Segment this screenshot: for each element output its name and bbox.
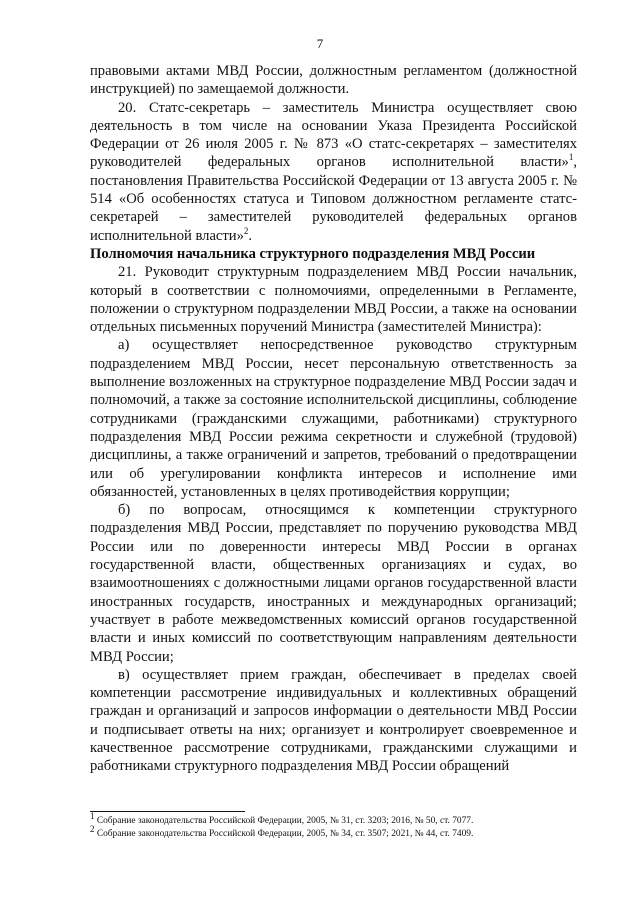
- section-heading: Полномочия начальника структурного подразделения МВД России: [90, 245, 536, 262]
- footnote-1: [90, 810, 577, 828]
- footnote-2-text: Собрание законодательства Российской Федерации, 2005, № 34, ст. 3507; 2021, № 44, ст. 7409.: [94, 829, 474, 839]
- paragraph-21-v: в) осуществляет прием граждан, обеспечивает в пределах своей компетенции рассмотрение индивидуальных и коллективных обращений граждан и организаций и запросов информации о деятельности МВД России и подписывает ответы на них; организует и контролирует своевременное и качественное рассмотрение сотрудниками, гражданскими служащими и работниками структурного подразделения МВД России обращений: [90, 666, 577, 775]
- paragraph-20-part3: .: [248, 227, 253, 244]
- footnote-2: [90, 823, 577, 841]
- page-number: 7: [316, 36, 324, 51]
- paragraph-20-part2: , постановления Правительства Российской Федерации от 13 августа 2005 г. № 514 «Об особенностях статуса и Типовом должностном регламенте статс-секретарей – заместителей руководителей федеральных органов исполнительной власти»: [90, 154, 577, 244]
- footnote-divider: [90, 811, 245, 812]
- paragraph-21-a: а) осуществляет непосредственное руководство структурным подразделением МВД России, несет персональную ответственность за выполнение возложенных на структурное подразделение МВД России задач и полномочий, а также за состояние исполнительской дисциплины, соблюдение сотрудниками (гражданскими служащими, работниками) структурного подразделения МВД России режима секретности и служебной (трудовой) дисциплины, а также ограничений и запретов, требований о предотвращении или об урегулировании конфликта интересов и исполнение ими обязанностей, установленных в целях противодействия коррупции;: [90, 337, 577, 500]
- footnote-1-mark: 1: [90, 810, 95, 821]
- paragraph-20: [90, 99, 577, 245]
- footnote-ref-1: 1: [568, 152, 574, 163]
- paragraph-continuation: правовыми актами МВД России, должностным регламентом (должностной инструкцией) по замещаемой должности.: [90, 63, 577, 98]
- paragraph-20-part1: 20. Статс-секретарь – заместитель Министра осуществляет свою деятельность в том числе на основании Указа Президента Российской Федерации от 26 июля 2005 г. № 873 «О статс-секретарях – заместителях руководителей федеральных органов исполнительной власти»: [90, 99, 577, 171]
- footnote-ref-2: 2: [243, 225, 249, 236]
- paragraph-21-b: б) по вопросам, относящимся к компетенции структурного подразделения МВД России, представляет по поручению руководства МВД России или по доверенности интересы МВД России в органах государственной власти, общественных организациях и судах, во взаимоотношениях с должностными лицами органов государственной власти иностранных государств, иностранных и международных организаций; участвует в работе межведомственных комиссий органов государственной власти и иных комиссий по соответствующим направлениям деятельности МВД России;: [90, 502, 577, 665]
- paragraph-21: 21. Руководит структурным подразделением МВД России начальник, который в соответствии с полномочиями, определенными в Регламенте, положении о структурном подразделении МВД России, а также на основании отдельных письменных поручений Министра (заместителей Министра):: [90, 264, 577, 336]
- document-body: [90, 62, 577, 776]
- footnotes: [90, 810, 577, 841]
- footnote-2-mark: 2: [90, 823, 95, 834]
- footnote-1-text: Собрание законодательства Российской Федерации, 2005, № 31, ст. 3203; 2016, № 50, ст. 7077.: [94, 816, 474, 826]
